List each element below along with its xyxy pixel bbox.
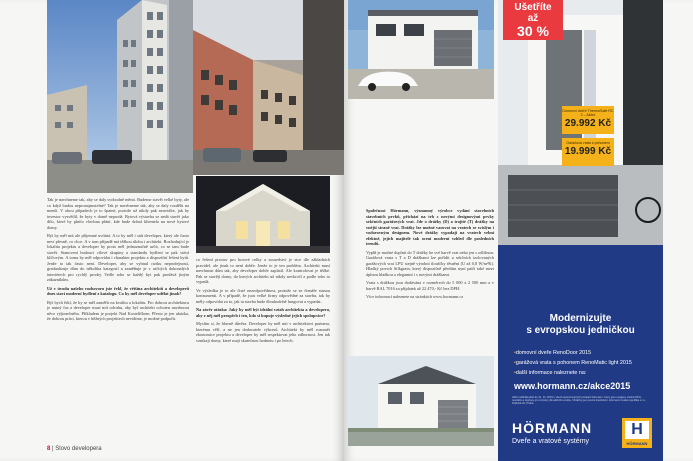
left-column-1 — [47, 197, 189, 443]
price-value: 29.992 Kč — [564, 118, 612, 129]
price-value: 19.999 Kč — [564, 146, 612, 157]
logo-mark: H — [625, 421, 649, 439]
paragraph: Vrata s drážkou jsou dodávána v rozměrech do 5 000 x 2 500 mm a v barvě RAL 7016 za příplatek až 22 470,- Kč bez DPH. — [366, 280, 494, 291]
interview-question: Na závěr otázka: Jaký by měl být ideální vztah architekta a developera, aby z něj měl prospěch i ten, kdo si kupuje výsledné jejich spolupráce? — [196, 307, 330, 318]
paragraph: Být by měl mít ale příjemné uvítání. A to by měl i stát developer, který ale často neví přesně, co chce. A v tom případě má těžkou úlohu i architekt. Rozhodující je lokalita projektu a developer by proto měl jednoznačně určit, co se tam bude stavět. Stanovení budoucí cílové skupiny a standardu bydlení se pak stává klíčovým. A tomu by měl odpovídat i charakter projektu a dispoziční řešení bytů. Jenže to tak často není. Developer, aby se vyhnul riziku neprodejnosti, gradualizuje dům do několika kategorií a zaměňuje je v určitých dokonalých interiérech pro rychlý prodej. Vedle toho se každý byt pak prodává jiným zákazníkům. — [47, 233, 189, 282]
discount-badge — [503, 0, 563, 40]
ad-url-link[interactable]: www.hormann.cz/akce2015 — [514, 381, 631, 391]
hormann-logo-text: HÖRMANN — [512, 420, 593, 436]
building-photo-street — [47, 0, 193, 193]
logo-mark-caption: HÖRMANN — [626, 441, 648, 446]
ad-headline — [498, 313, 663, 337]
list-item: • další informace naleznete na: — [514, 368, 632, 378]
hormann-tagline: Dveře a vratové systémy — [512, 438, 590, 445]
ad-feature-list — [514, 348, 632, 378]
ad-fine-print: Akční nabídka platí do 31. 12. 2015 u všech autorizovaných prodejců Hörmann. Ceny jsou uvedeny včetně DPH, montáže a dopravy pro rozměry dle akčního ceníku. Obrázky jsou pouze ilustrativní. Hörmann Česká republika s.r.o., Pražská 20, Praha. — [512, 396, 647, 406]
hormann-advertisement — [498, 0, 663, 461]
modern-house-photo — [348, 356, 494, 446]
badge-line2: až — [527, 13, 539, 24]
left-column-2 — [196, 257, 330, 443]
list-item: • domovní dveře RenoDoor 2015 — [514, 348, 632, 358]
list-item: • garážová vrata s pohonem RenoMatic light 2015 — [514, 358, 632, 368]
ad-headline-line2: s evropskou jedničkou — [526, 325, 635, 336]
interview-question: Už v úvodu našeho rozhovoru jste řekl, že většina architektů a developerů dnes staví moderní bydlení z katalogu. Co by měl developer udělat jinak? — [47, 285, 189, 296]
garage-house-photo — [348, 0, 494, 99]
hormann-logo-icon — [622, 418, 652, 448]
price-label: Domovní dveře ThermoSafe RC 2 – Akční — [562, 109, 614, 117]
paragraph: Vyplň je možné doplnit do T drážky ke své barvě vrat nebo jen s odlišnou. Garážová vrata s T a D drážkami lze pořídit u sekčních izolovaných garážových vrat LPU stejně výrobní tloušťky těsnění (U až 0,8 W/m²K). Hladký povrch Silkgrain, který dispozičně předtím nyní patří také mezi úplnou hladkou a elegantní i s novými drážkami. — [366, 249, 494, 277]
ad-headline-line1: Modernizujte — [549, 313, 612, 324]
page-folio: 8 | Slovo developera — [47, 446, 102, 452]
page-number: 8 — [47, 446, 51, 452]
right-article-body — [366, 208, 494, 358]
paragraph: Tak je navrhneme tak, aby se daly svobodně měnit. Budeme stavět velké byty, ale co když budou nepronajmutelné? Tak je navrhneme tak, aby se daly rozdělit na menší. V obou případech je to špatné, protože už nikdy pak neuvidíte, jak by investor vysvětlil, že byty v domě neprodá. Bytová výstavba se nedá stavět jako dílo, které by plnilo všechna přání, kde bude dobrá klientela na nové bytové domy. — [47, 197, 189, 230]
paragraph: Ve výsledku je to ale čisté nezodpovědnost, protože se ze čtenáře stanou konzumenti. A v případě, že jsou velké firmy odpovědné za stavbu, tak by měly odpovídat za to, jak ta stavba bude dlouhodobě fungovat a vypadat. — [196, 287, 330, 304]
building-photo-facade — [193, 0, 344, 175]
price-label: Garážová vrata s pohonem — [566, 141, 610, 145]
lead-paragraph: Společnost Hörmann, významný výrobce vydání stavebních stavebních prvků, přichází na trh s novými designovými prvky sekčních garážových vrat. Jde o drážky (D) a trojité (T) drážky na vnější straně vrat. Drážky lze možné varovat na vratech se svislým i vodorovným designem. Nové drážky vypadají na vratech velmi efektně, jejich majitelé tak ocení moderní vzhled dle posledních trendů. — [366, 208, 494, 246]
left-page — [0, 0, 344, 461]
badge-line1: Ušetříte — [514, 2, 552, 13]
interview-answer: Myslím si, že hlavně důvěra. Developer by měl mít v architektovi partnera, kterému věří, a ne jen dodavatele výkresů. Architekt by měl rozumět ekonomice projektu a developer by měl respektovat jeho odbornost. Jen tak vznikají domy, které mají skutečnou hodnotu i po letech. — [196, 321, 330, 343]
interview-answer: Být bych řekl, že by se měl zaměřit na kvalitu a lokalitu. Pro dobrou architekturu je nutný čas a developer musí mít odvahu, aby byl architekt ochoten navrhnout něco výjimečného. Příkladem je projekt Nad Kostelíčkem. Přesto je jen ukázka, že dobrou práci, kterou v běžných projektech nevidíme, je možné podpořit. — [47, 299, 189, 321]
price-tag-door — [562, 106, 614, 134]
section-name: Slovo developera — [55, 446, 102, 452]
info-line: Více informací naleznete na stránkách www.hormann.cz — [366, 294, 464, 299]
house-night-photo — [196, 176, 330, 253]
paragraph: co řešení prostor pro hotové celky a sousedství je sice dle základních pravidel, ale jinak to není dobře. Jenže to je ten problém. Architekt musí navrhnout dům tak, aby developer dobře zaplatil. Ale kontrolovat je těžké. Pak se stavějí domy, do kterých architekt už nikdy nevkročí a podle toho to vypadá. — [196, 257, 330, 284]
price-tag-garage — [562, 138, 614, 166]
badge-percent: 30 % — [517, 23, 549, 39]
